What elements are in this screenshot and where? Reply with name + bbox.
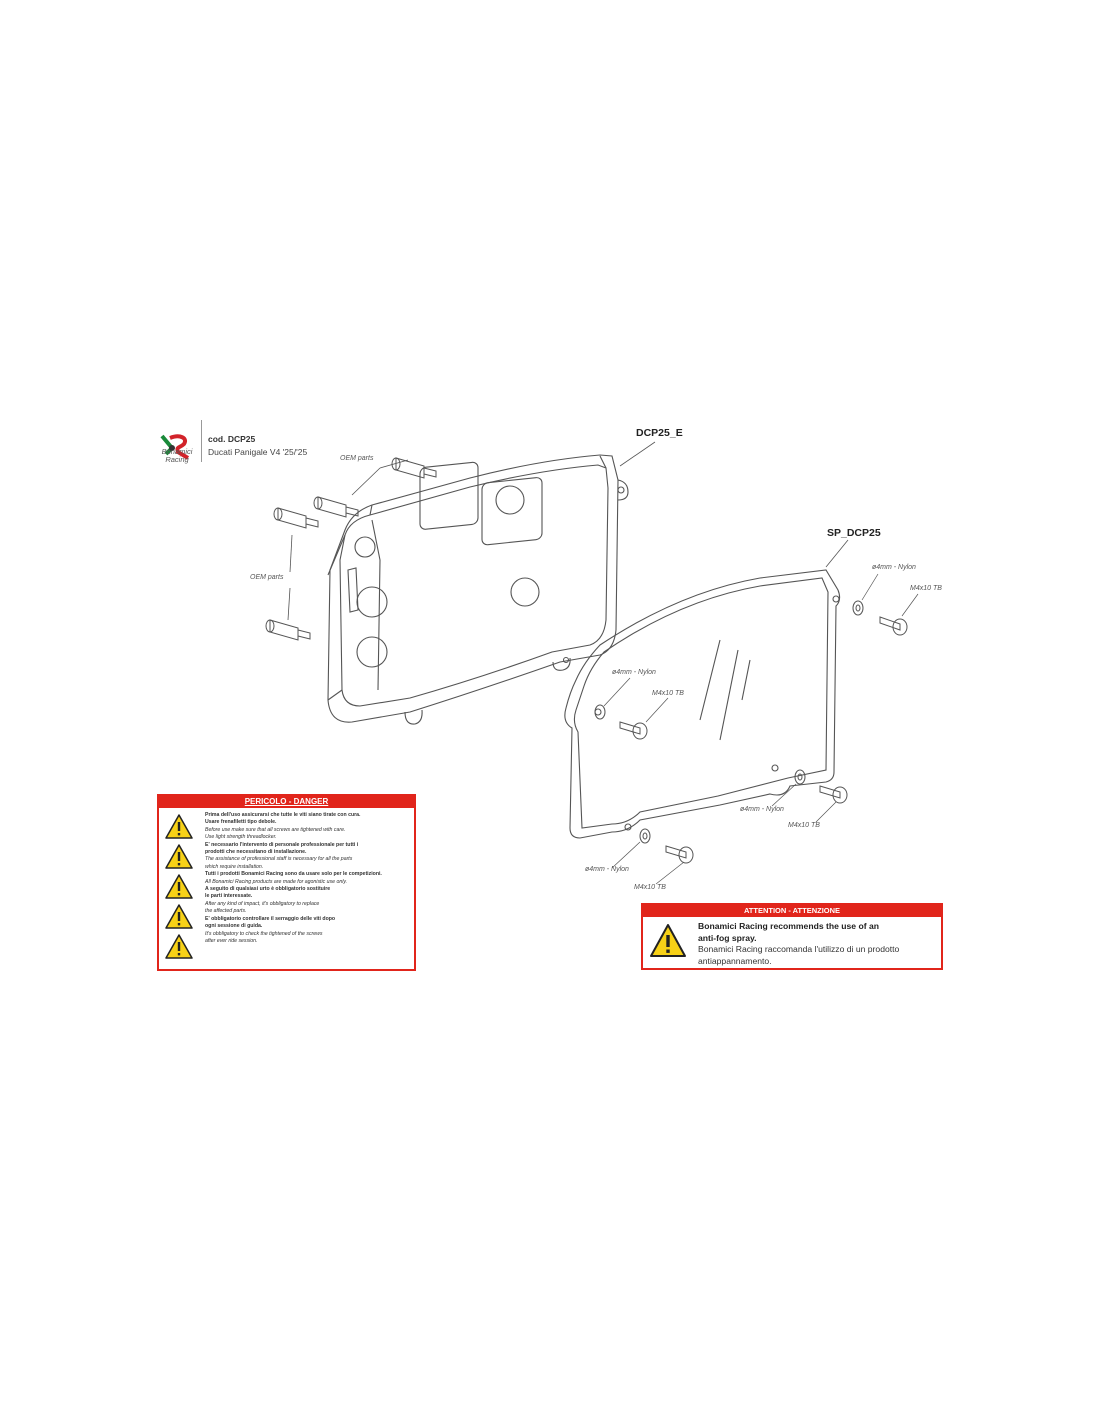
nylon-washer-callout: ø4mm - Nylon bbox=[585, 866, 629, 873]
attention-text bbox=[698, 921, 938, 967]
warning-triangle-icon bbox=[165, 934, 193, 959]
danger-line: After any kind of impact, it's obbligatory to replace bbox=[205, 900, 320, 907]
attention-line: Bonamici Racing recommends the use of an bbox=[698, 921, 879, 931]
product-code: cod. DCP25 bbox=[208, 434, 256, 444]
warning-triangle-icon bbox=[165, 874, 193, 899]
danger-line: E' necessario l'intervento di personale professionale per tutti i bbox=[205, 841, 359, 848]
nylon-washer-callout: ø4mm - Nylon bbox=[612, 669, 656, 676]
danger-line: Usare frenafiletti tipo debole. bbox=[205, 819, 277, 826]
attention-line: Bonamici Racing raccomanda l'utilizzo di un prodotto bbox=[698, 944, 900, 954]
danger-line: All Bonamici Racing products are made for agonistic use only. bbox=[205, 878, 348, 885]
warning-triangle-icon bbox=[649, 923, 687, 959]
danger-line: ogni sessione di guida. bbox=[205, 923, 263, 930]
danger-line: the affected parts. bbox=[205, 908, 247, 915]
danger-warning-box bbox=[157, 794, 416, 971]
danger-line: A seguito di qualsiasi urto è obbligatorio sostituire bbox=[205, 886, 331, 893]
screw-callout: M4x10 TB bbox=[652, 690, 684, 697]
warning-triangle-icon bbox=[165, 814, 193, 839]
screen-part-label: SP_DCP25 bbox=[827, 527, 881, 539]
danger-line: E' obbligatorio controllare il serraggio delle viti dopo bbox=[205, 915, 336, 922]
callout-leaders bbox=[604, 574, 918, 884]
attention-line: antiappannamento. bbox=[698, 955, 772, 966]
attention-line: anti-fog spray. bbox=[698, 932, 757, 943]
danger-line: The assistance of professional staff is necessary for all the parts bbox=[205, 856, 353, 863]
product-model: Ducati Panigale V4 '25/'25 bbox=[208, 447, 308, 457]
danger-line: Tutti i prodotti Bonamici Racing sono da usare solo per le competizioni. bbox=[205, 871, 382, 878]
danger-title: PERICOLO - DANGER bbox=[159, 796, 414, 808]
danger-line: Use light strength threadlocker. bbox=[205, 834, 277, 841]
danger-line: prodotti che necessitano di installazione. bbox=[205, 849, 307, 856]
warning-triangle-icon bbox=[165, 844, 193, 869]
warning-triangle-icon bbox=[165, 904, 193, 929]
danger-line: Prima dell'uso assicurarsi che tutte le viti siano tirate con cura. bbox=[205, 812, 361, 818]
danger-line: le parti interessate. bbox=[205, 893, 253, 900]
screw-callout: M4x10 TB bbox=[634, 884, 666, 891]
danger-line: which require installation. bbox=[205, 863, 264, 870]
warning-icon-column bbox=[165, 814, 195, 964]
brand-name: Bonamici Racing bbox=[161, 447, 193, 464]
nylon-washer-callout: ø4mm - Nylon bbox=[872, 564, 916, 571]
frame-part-label: DCP25_E bbox=[636, 427, 683, 439]
attention-title: ATTENTION - ATTENZIONE bbox=[643, 905, 941, 917]
danger-line: after ever ride session. bbox=[205, 937, 258, 944]
danger-line: Before use make sure that all screws are tightened with care. bbox=[205, 826, 346, 833]
nylon-washer-callout: ø4mm - Nylon bbox=[740, 806, 784, 813]
screw-callout: M4x10 TB bbox=[788, 822, 820, 829]
danger-text bbox=[205, 812, 415, 945]
screw-callout: M4x10 TB bbox=[910, 585, 942, 592]
oem-parts-label-top: OEM parts bbox=[340, 455, 374, 462]
attention-box bbox=[641, 903, 943, 970]
oem-parts-label-left: OEM parts bbox=[250, 574, 284, 581]
danger-line: It's obbligatory to check the tightened of the screws bbox=[205, 930, 323, 937]
frame-housing bbox=[328, 455, 628, 724]
fasteners bbox=[595, 601, 907, 863]
